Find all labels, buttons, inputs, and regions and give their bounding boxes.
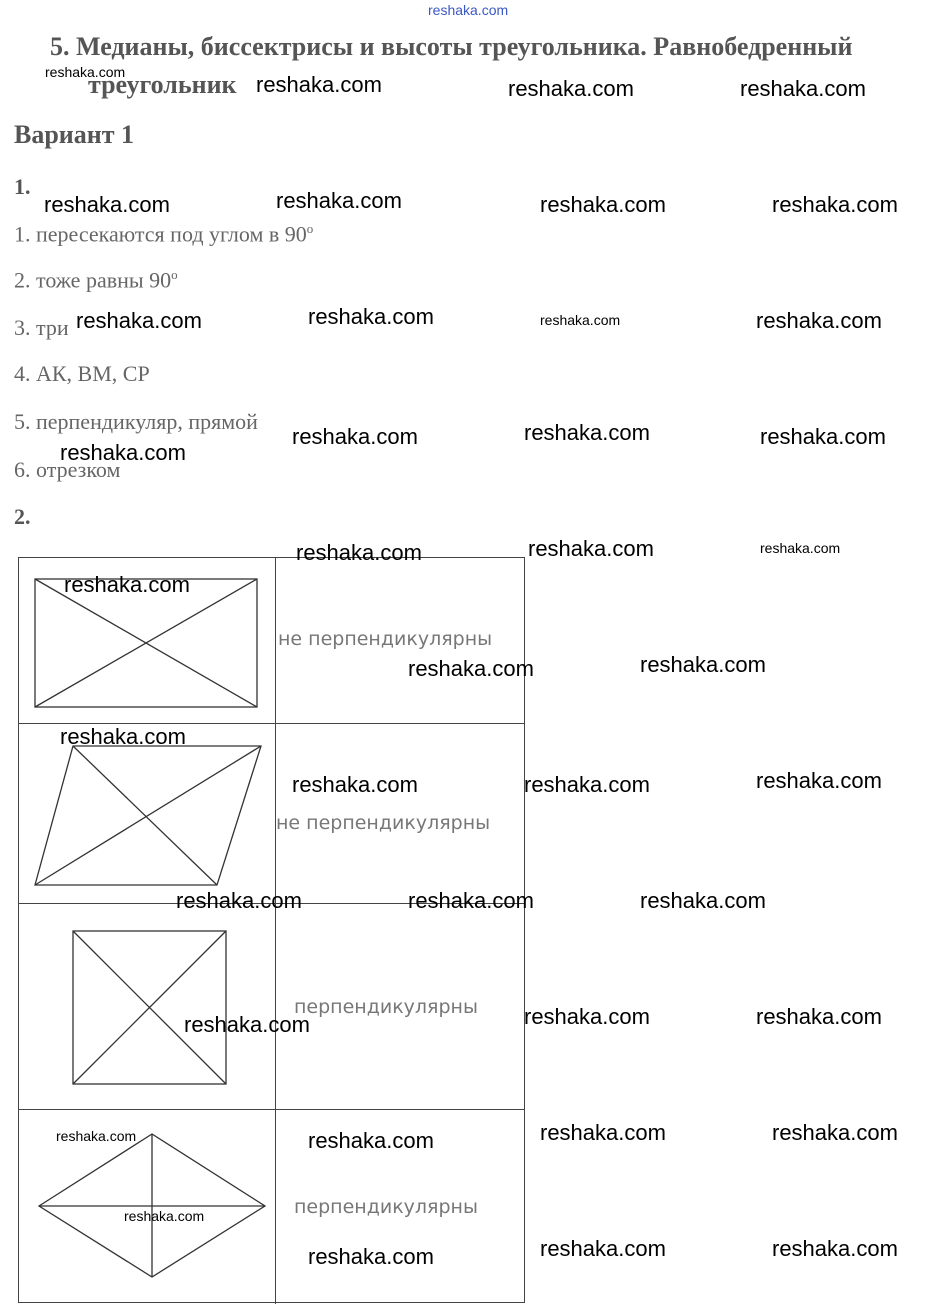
answer-text: не перпендикулярны (278, 628, 493, 650)
watermark: reshaka.com (184, 1012, 310, 1037)
answer-6: 6. отрезком (14, 457, 121, 482)
watermark: reshaka.com (524, 1004, 650, 1029)
watermark: reshaka.com (740, 76, 866, 101)
answer-text: перпендикулярны (294, 996, 478, 1018)
watermark: reshaka.com (308, 1244, 434, 1269)
answer-1: 1. пересекаются под углом в $90^о$ (14, 221, 314, 247)
watermark: reshaka.com (772, 192, 898, 217)
watermark: reshaka.com (540, 192, 666, 217)
variant-heading: Вариант 1 (14, 120, 135, 149)
watermark: reshaka.com (756, 1004, 882, 1029)
table-row (19, 904, 524, 1110)
question-1-number: 1. (14, 174, 31, 199)
watermark: reshaka.com (540, 1120, 666, 1145)
watermark: reshaka.com (45, 64, 126, 80)
watermark: reshaka.com (308, 1128, 434, 1153)
watermark: reshaka.com (772, 1236, 898, 1261)
table-row (19, 724, 524, 904)
watermark: reshaka.com (60, 724, 186, 749)
watermark: reshaka.com (756, 768, 882, 793)
watermark: reshaka.com (276, 188, 402, 213)
page-title: 5. Медианы, биссектрисы и высоты треугольника. Равнобедренный (50, 32, 853, 61)
watermark: reshaka.com (640, 888, 766, 913)
watermark: reshaka.com (56, 1128, 137, 1144)
parallelogram-figure (19, 724, 275, 903)
watermark: reshaka.com (44, 192, 170, 217)
watermark: reshaka.com (124, 1208, 205, 1224)
answer-5: 5. перпендикуляр, прямой (14, 409, 258, 434)
watermark: reshaka.com (408, 888, 534, 913)
answer-4: 4. АК, ВМ, СР (14, 361, 150, 386)
watermark: reshaka.com (256, 72, 382, 97)
site-link[interactable]: reshaka.com (428, 2, 509, 18)
page-title-cont: треугольник (88, 70, 237, 99)
watermark: reshaka.com (64, 572, 190, 597)
answer-cell (276, 724, 524, 903)
answer-cell (276, 558, 524, 723)
watermark: reshaka.com (528, 536, 654, 561)
answer-cell (276, 904, 524, 1109)
watermark: reshaka.com (540, 1236, 666, 1261)
watermark: reshaka.com (308, 304, 434, 329)
watermark: reshaka.com (772, 1120, 898, 1145)
answer-2: 2. тоже равны $90^о$ (14, 267, 178, 293)
watermark: reshaka.com (176, 888, 302, 913)
watermark: reshaka.com (760, 424, 886, 449)
figure-cell (19, 724, 276, 903)
watermark: reshaka.com (640, 652, 766, 677)
figure-cell (19, 904, 276, 1109)
watermark: reshaka.com (408, 656, 534, 681)
watermark: reshaka.com (60, 440, 186, 465)
watermark: reshaka.com (540, 312, 621, 328)
watermark: reshaka.com (508, 76, 634, 101)
watermark: reshaka.com (756, 308, 882, 333)
watermark: reshaka.com (76, 308, 202, 333)
watermark: reshaka.com (292, 772, 418, 797)
watermark: reshaka.com (292, 424, 418, 449)
watermark: reshaka.com (524, 772, 650, 797)
watermark: reshaka.com (296, 540, 422, 565)
question-2-number: 2. (14, 504, 31, 529)
answer-text: не перпендикулярны (276, 812, 491, 834)
answer-text: перпендикулярны (294, 1196, 478, 1218)
square-figure (19, 904, 275, 1109)
watermark: reshaka.com (524, 420, 650, 445)
watermark: reshaka.com (760, 540, 841, 556)
answer-3: 3. три (14, 315, 69, 340)
